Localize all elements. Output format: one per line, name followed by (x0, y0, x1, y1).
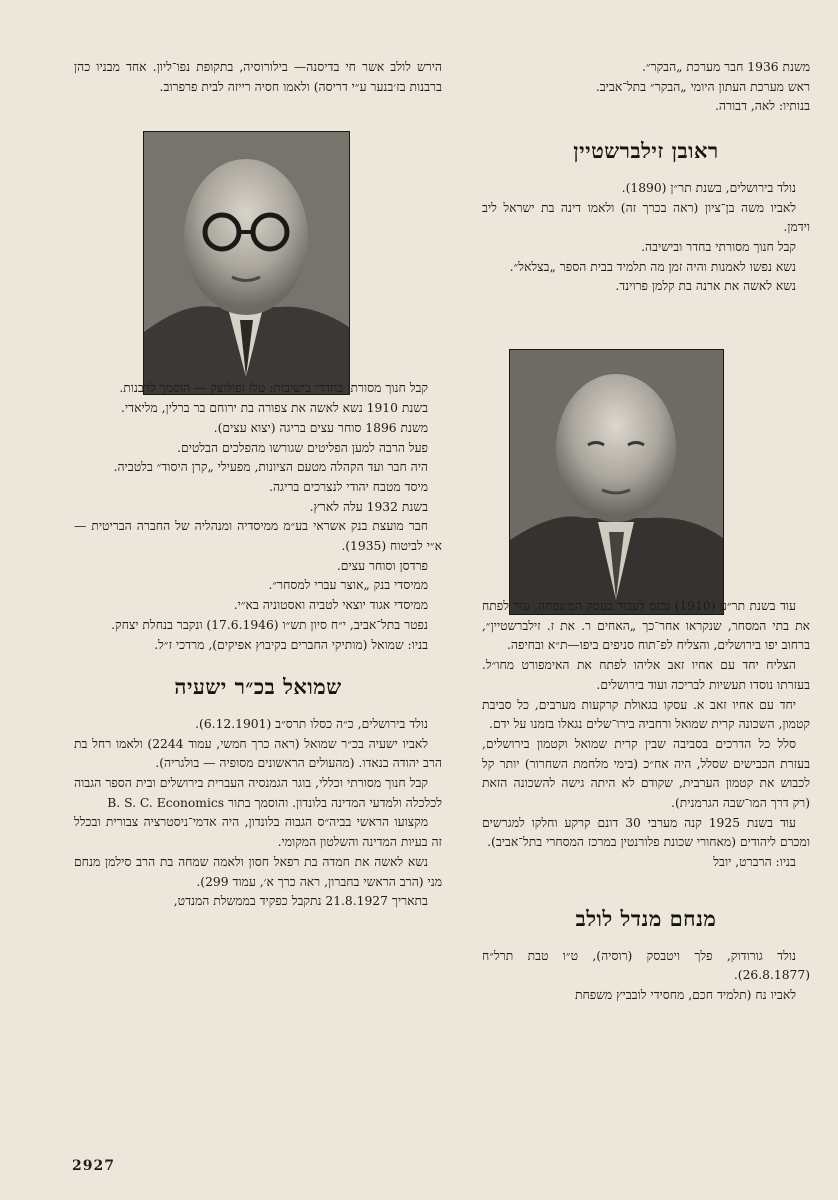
text-line: בנותיו: לאה, דבורה. (714, 99, 810, 114)
text-paragraph: חבר מועצת בנק אשראי בע״מ ממיסדיה ומנהליה של החברה הבריטית — א״י לביטוח (1935). (74, 519, 442, 554)
text-paragraph: הצליח יחד עם אחיו זאב אליהו לפתח את האימפורט מחו״ל. בעזרתו נוסדו תעשיות לבריכה ועוד בירושלים. (482, 658, 810, 692)
text-paragraph: נשא לאשה את חמדה בת רפאל חסון ולאמה שמחה בת הרב סילמן מנחם מני (הרב הראשי בחברון, ראה כרך א׳, עמוד 299). (74, 854, 442, 889)
entry-heading-lulav: מנחם מנדל לולב (575, 905, 717, 931)
text-paragraph: לאביו נח (תלמיד חכם, מחסידי לובביץ משפחת (574, 987, 796, 1002)
text-paragraph: נפטר בתל־אביב, י״ח סיון תש״ו (17.6.1946) ונקבר בנחלת יצחק. (111, 617, 428, 632)
text-paragraph: בשנת 1932 עלה לארץ. (309, 499, 428, 514)
text-paragraph: בשנת 1910 נשא לאשה את צפורה בת ירוחם בר ברלין, מליאדי. (121, 401, 428, 416)
photo-spacer (482, 297, 810, 597)
text-paragraph: לאביו משה בן־ציון (ראה בכרך זה) ולאמו דינה בת ישראל ליב וידמן. (482, 200, 810, 235)
text-line: משנת 1936 חבר מערכת „הבקר״. (641, 60, 810, 74)
text-paragraph: מיסד מטבח יהודי לנצרכים בריגה. (269, 479, 428, 494)
text-paragraph: קבל חנוך מסורתי בחדר ובישיבה. (641, 239, 796, 254)
text-paragraph: פרדסן וסוחר עצים. (336, 558, 428, 573)
text-paragraph: בניו: הרברט, יובל (713, 855, 796, 870)
entry-heading-bekhor-yeshaya: שמואל בכ״ר ישעיה (174, 674, 342, 700)
text-paragraph: יחד עם אחיו זאב א. עסקו בגאולת קרקעות מערבים, כל סביבת קטמון, השכונה קרית שמואל ורחביה בירו־שלים נגאלו בזמנו על ידם. (482, 697, 810, 732)
text-paragraph: קבל חנוך מסורתי וכללי, בוגר הגמנסיה העברית בירושלים ובית הספר הגבוה לכלכלה ולמדעי המדינה בלונדון. והוסמך בתור B. S. C. Economics (74, 776, 442, 810)
text-paragraph: בניו: שמואל (מותיקי החברים בקיבוץ אפיקים), מרדכי ז״ל. (154, 637, 428, 652)
text-paragraph: נולד גורודוק, פלך ויטבסק (רוסיה), ט״ו טבת תרל״ח (26.8.1877). (482, 948, 810, 983)
text-paragraph: נולד בירושלים, בשנת תר״ן (1890). (621, 180, 796, 195)
page-number: 2927 (72, 1158, 115, 1174)
text-paragraph: עוד בשנת 1925 קנה מערבי 30 דונם קרקע וחלקו למגרשים ומכרם ליהודים (מאחורי שכונת פלורנטין במרכז המסחרי בתל־אביב). (482, 815, 810, 850)
text-paragraph: נולד בירושלים, כ״ה כסלו תרס״ב (6.12.1901). (195, 716, 428, 731)
text-paragraph: ממיסדי בנק „אוצר עברי למסחר״. (268, 578, 428, 593)
text-paragraph: פעל הרבה למען הפליטים שגורשו מהפלכים הבלטים. (177, 440, 428, 455)
photo-spacer (74, 97, 442, 379)
text-paragraph: הירש לולב אשר חי בדיסנה— בילורוסיה, בתקופת נפו־ליון. אחד מבניו כהן ברבנות בז׳בנער ע״י דריסה) ולאמו חסיה רייזה לבית פרפרוב. (74, 60, 442, 94)
text-line: ראש מערכת העתון היומי „הבקר״ בתל־אביב. (595, 79, 810, 94)
text-paragraph: בתאריך 21.8.1927 נתקבל כפקיד בממשלת המנדט, (173, 894, 428, 909)
text-paragraph: מקצועו הראשי בביה״ס הגבוה בלונדון, היה אדמי־ניסטרציה צבורית ובכלל זה בעיות המדינה והשלטון המקומי. (74, 815, 442, 850)
text-paragraph: קבל חנוך מסורתי בחדרי בישיבות: טלז ופולוצק — הוסמך לרבנות. (119, 381, 428, 396)
text-paragraph: נשא נפשו לאמנות והיה זמן מה תלמיד בבית הספר „בצלאל״. (509, 259, 796, 274)
left-column (74, 58, 442, 912)
text-paragraph: סלל כל הדרכים בסביבה שבין קרית שמואל וקטמון בירושלים, בעזרת הכבישים שסלל, היה אח״כ (בימי מלחמת השחרור) יותר קל לכבוש את קטמון הערבית, שקודם לא היתה גישה להשכונה הזאת (רק דרך המו־שבה הגרמנית). (482, 736, 810, 811)
right-column (482, 58, 810, 1006)
text-paragraph: לאביו ישעיה בכ״ר שמואל (ראה כרך חמשי, עמוד 2244) ולאמו רחל בת הרב יהודה בנאדו. (מהעולים הראשונים מסופיה — בולגריה). (74, 736, 442, 771)
text-paragraph: עוד בשנת תר״ע (1910) נכנס לעבוד בעסק המשפחה, עזר לפתח את בתי המסחר, שנקראו אחר־כך „האחים ר. את ז. זילברשטיין״, ברחוב יפו בירושלים, והצליח לפ־תוח סניפים ביפו—ת״א ובחיפה. (482, 599, 810, 653)
entry-heading-zilberstein: ראובן זילברשטיין (573, 138, 719, 164)
text-paragraph: נשא לאשה את ארנה בת קלמן פרוינד. (615, 279, 796, 294)
text-paragraph: היה חבר ועד הקהלה מטעם הציונות, מפעילי „קרן היסוד״ בלטביה. (113, 460, 428, 475)
text-paragraph: משנת 1896 סוחר עצים בריגה (יצוא עצים). (213, 420, 428, 435)
text-paragraph: ממיסדי אגוד יוצאי לטביה ואסטוניה בא״י. (233, 598, 428, 613)
